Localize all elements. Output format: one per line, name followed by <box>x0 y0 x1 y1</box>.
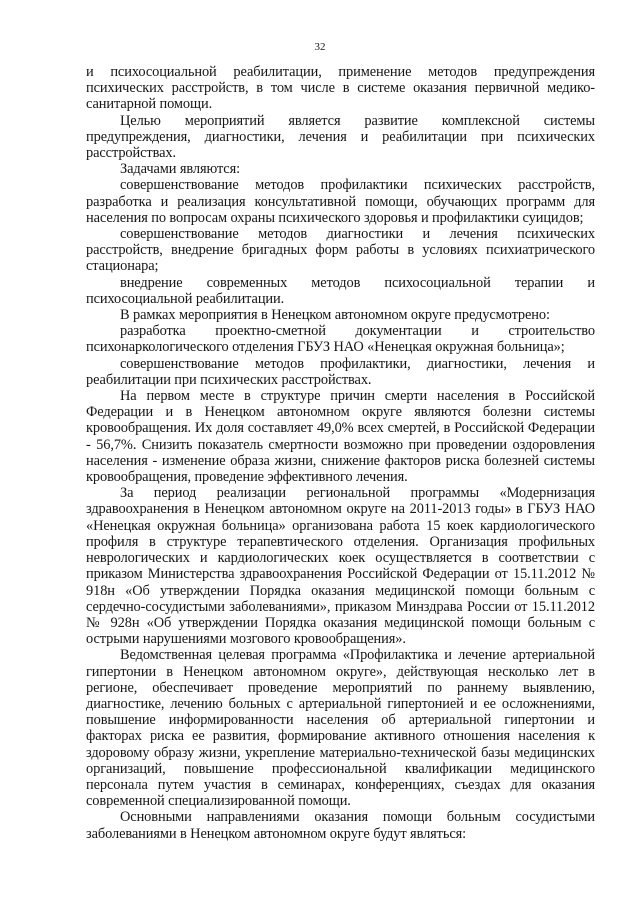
paragraph: В рамках мероприятия в Ненецком автономном округе предусмотрено: <box>120 307 550 324</box>
paragraph: Ведомственная целевая программа «Профилактика и лечение артериальной гипертонии в Ненецком автономном округе», действующая несколько лет в регионе, обеспечивает проведение мероприятий по раннему выявлению, диагностике, лечению больных с артериальной гипертонией и ее осложнениями, повышение информированности населения об артериальной гипертонии и факторах риска ее развития, формирование активного отношения населения к здоровому образу жизни, укрепление материально-технической базы медицинских организаций, повышение профессиональной квалификации медицинского персонала путем участия в семинарах, конференциях, съездах для оказания современной специализированной помощи. <box>86 647 595 810</box>
list-item: внедрение современных методов психосоциальной терапии и психосоциальной реабилитации. <box>86 274 595 307</box>
page-number: 32 <box>314 41 326 53</box>
list-item: разработка проектно-сметной документации и строительство психонаркологического отделения ГБУЗ НАО «Ненецкая окружная больница»; <box>86 323 595 356</box>
list-item: совершенствование методов диагностики и лечения психических расстройств, внедрение бригадных форм работы в условиях психиатрического стационара; <box>86 226 595 275</box>
list-item: совершенствование методов профилактики психических расстройств, разработка и реализация консультативной помощи, обучающих программ для населения по вопросам охраны психического здоровья и профилактики суицидов; <box>86 177 595 226</box>
list-item: совершенствование методов профилактики, диагностики, лечения и реабилитации при психических расстройствах. <box>86 355 595 388</box>
paragraph: За период реализации региональной программы «Модернизация здравоохранения в Ненецком автономном округе на 2011-2013 годы» в ГБУЗ НАО «Ненецкая окружная больница» организована работа 15 коек кардиологического профиля в структуре терапевтического отделения. Организация профильных неврологических и кардиологических коек осуществляется в соответствии с приказом Министерства здравоохранения Российской Федерации от 15.11.2012 № 918н «Об утверждении Порядка оказания медицинской помощи больным с сердечно-сосудистыми заболеваниями», приказом Минздрава России от 15.11.2012 № 928н «Об утверждении Порядка оказания медицинской помощи больным с острыми нарушениями мозгового кровообращения». <box>86 485 595 648</box>
document-body <box>86 64 595 842</box>
paragraph: Основными направлениями оказания помощи больным сосудистыми заболеваниями в Ненецком автономном округе будут являться: <box>86 809 595 842</box>
paragraph: и психосоциальной реабилитации, применение методов предупреждения психических расстройств, в том числе в системе оказания первичной медико-санитарной помощи. <box>86 64 595 113</box>
paragraph: На первом месте в структуре причин смерти населения в Российской Федерации и в Ненецком автономном округе являются болезни системы кровообращения. Их доля составляет 49,0% всех смертей, в Российской Федерации - 56,7%. Снизить показатель смертности возможно при проведении оздоровления населения - изменение образа жизни, снижение факторов риска болезней системы кровообращения, проведение эффективного лечения. <box>86 388 595 486</box>
paragraph: Целью мероприятий является развитие комплексной системы предупреждения, диагностики, лечения и реабилитации при психических расстройствах. <box>86 112 595 162</box>
paragraph: Задачами являются: <box>120 161 241 178</box>
